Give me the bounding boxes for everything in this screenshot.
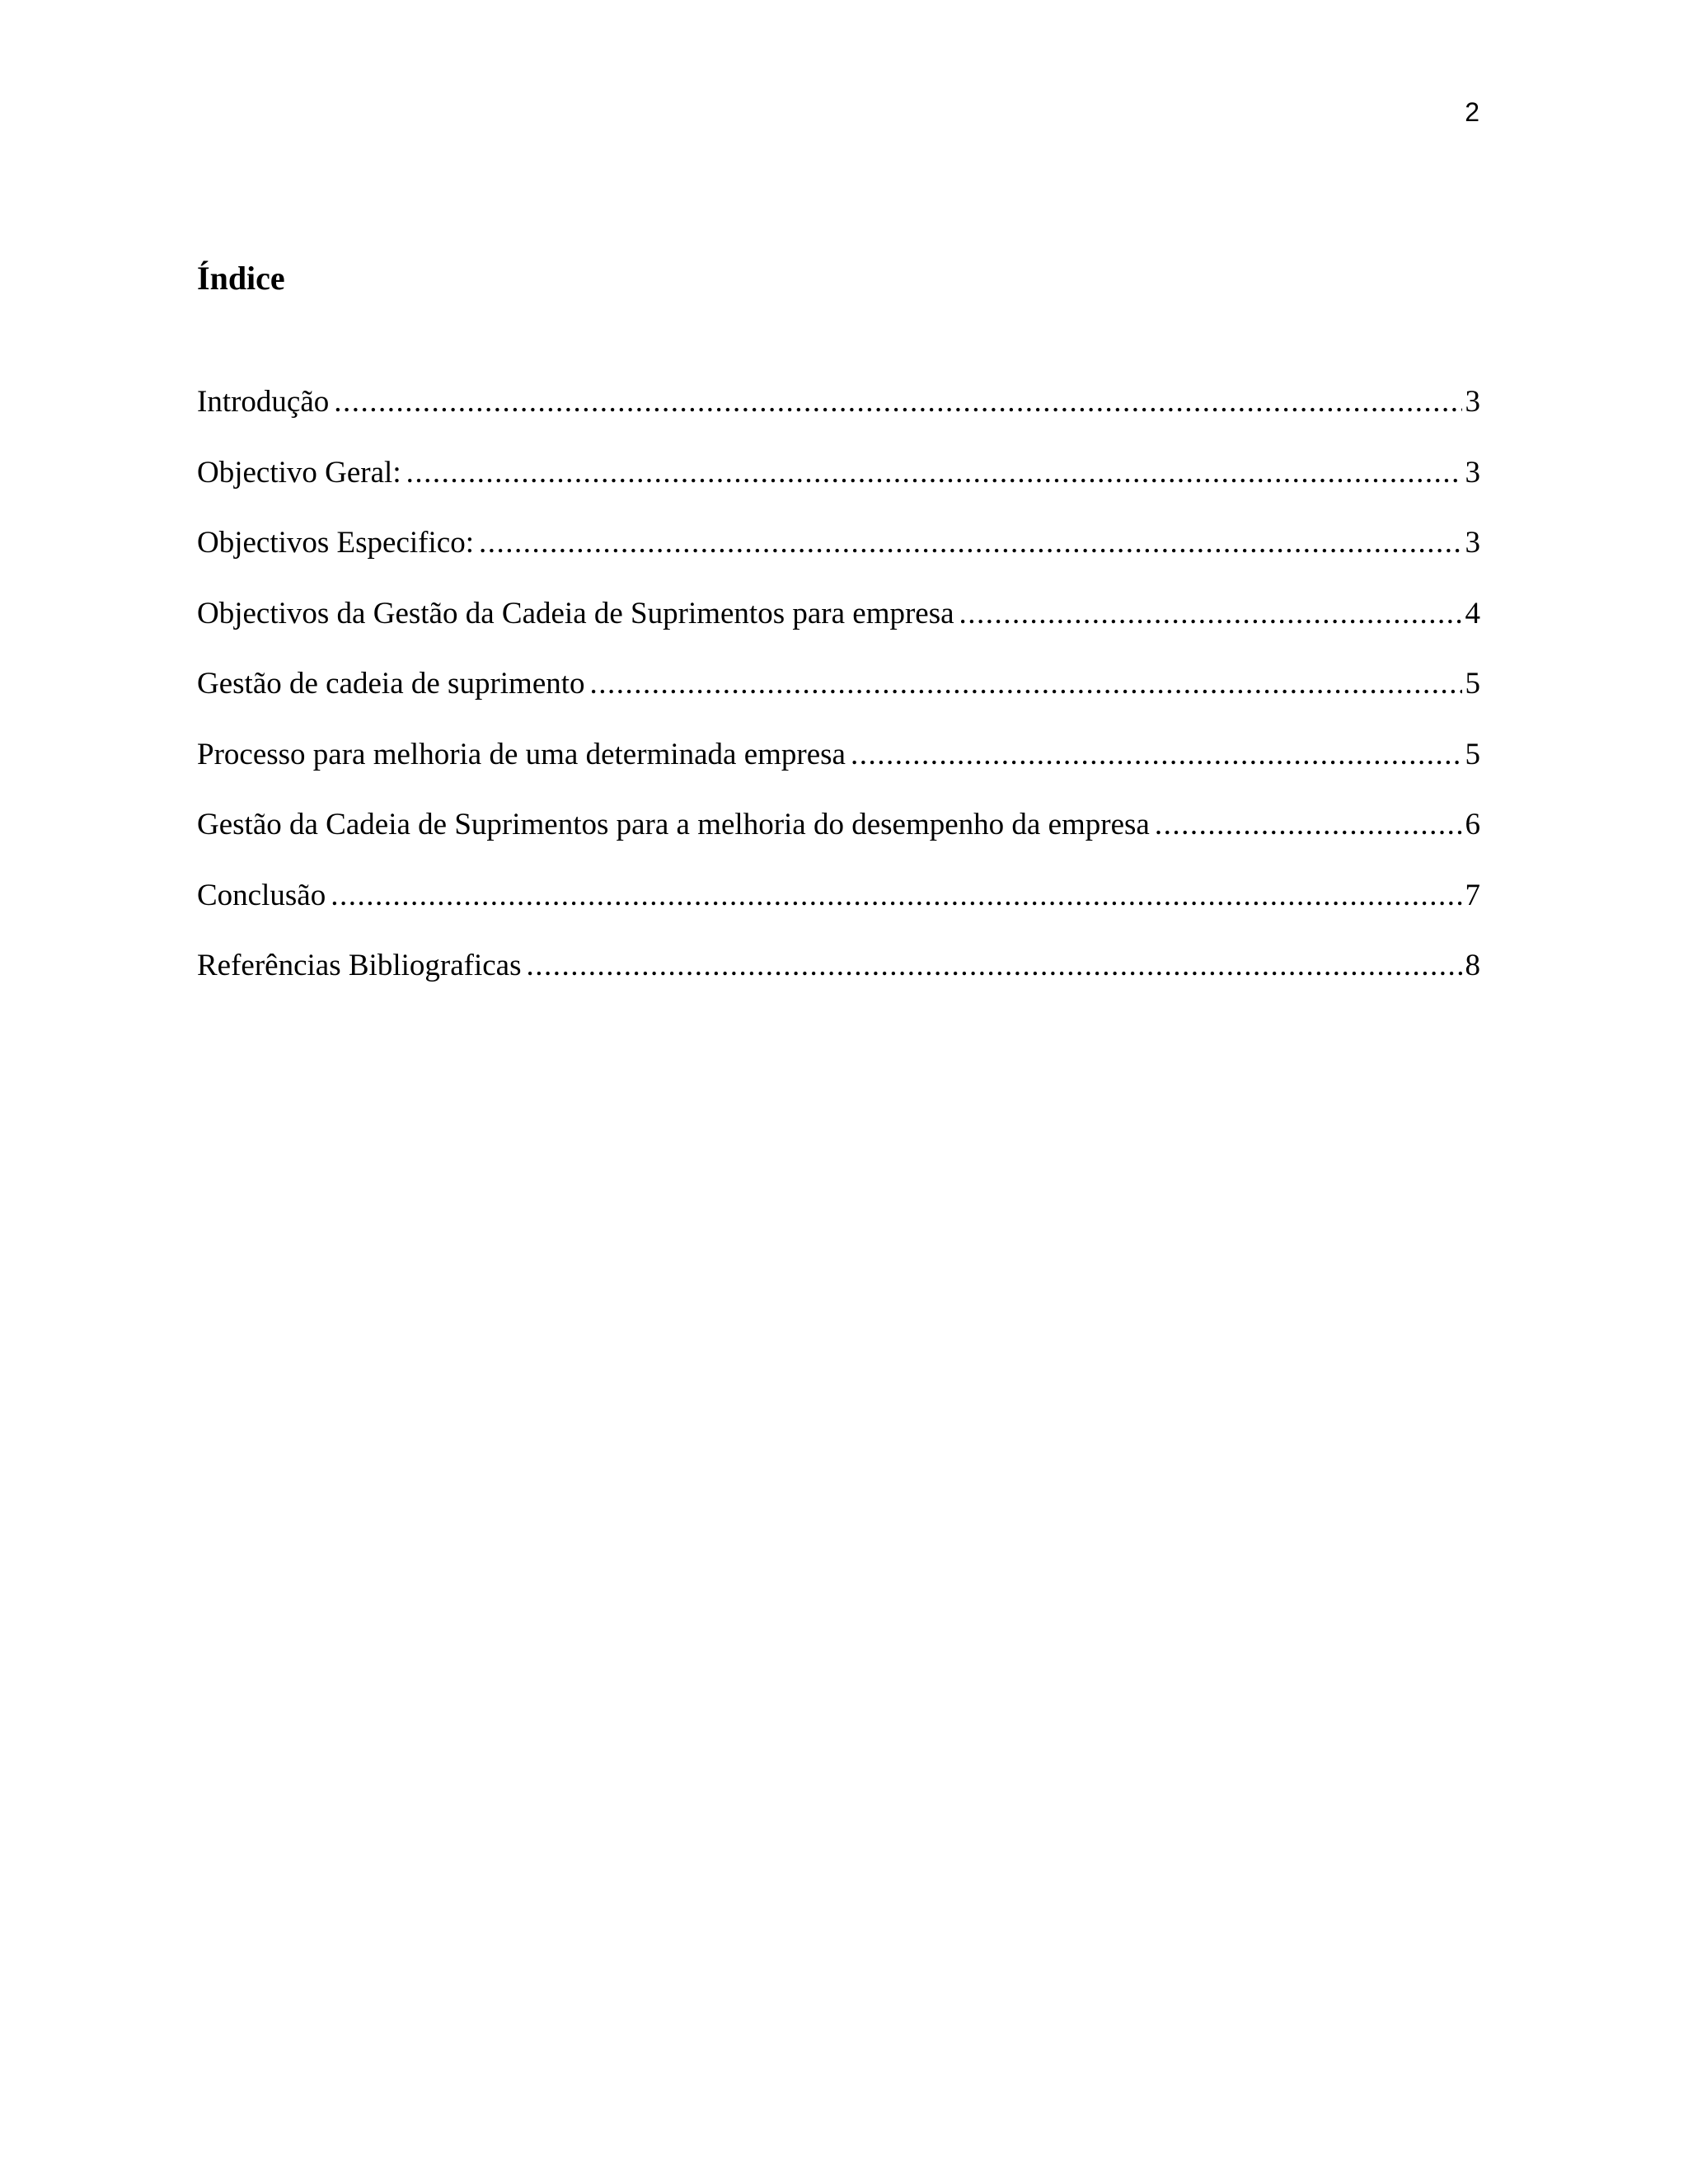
dot-leader [331, 880, 1461, 911]
toc-entry-text: Referências Bibliograficas [197, 950, 522, 982]
toc-entry-gestao-desempenho[interactable] [197, 809, 1480, 880]
dot-leader [851, 739, 1462, 770]
toc-entry-objectivos-gestao[interactable] [197, 598, 1480, 669]
toc-entry-text: Processo para melhoria de uma determinada empresa [197, 738, 846, 771]
toc-entry-text: Gestão da Cadeia de Suprimentos para a melhoria do desempenho da empresa [197, 809, 1150, 841]
toc-entry-page: 5 [1465, 668, 1480, 701]
dot-leader [1155, 809, 1462, 840]
toc-entry-page: 5 [1465, 738, 1480, 771]
toc-entry-referencias[interactable] [197, 950, 1480, 1021]
toc-entry-text: Objectivos Especifico: [197, 527, 474, 560]
dot-leader [334, 387, 1461, 417]
toc-entry-page: 3 [1465, 527, 1480, 560]
toc-entry-page: 7 [1465, 879, 1480, 912]
toc-entry-introducao[interactable] [197, 387, 1480, 457]
toc-title: Índice [197, 260, 285, 297]
page-number: 2 [1465, 97, 1479, 127]
table-of-contents [197, 387, 1480, 1021]
dot-leader [959, 598, 1462, 629]
toc-entry-page: 6 [1465, 809, 1480, 841]
toc-entry-conclusao[interactable] [197, 880, 1480, 951]
toc-entry-page: 8 [1465, 950, 1480, 982]
toc-entry-processo-melhoria[interactable] [197, 739, 1480, 810]
toc-entry-text: Objectivo Geral: [197, 457, 401, 490]
dot-leader [590, 668, 1462, 699]
toc-entry-page: 3 [1465, 387, 1480, 419]
dot-leader [526, 950, 1461, 981]
toc-entry-page: 4 [1465, 598, 1480, 630]
toc-entry-text: Conclusão [197, 879, 326, 912]
toc-entry-text: Introdução [197, 387, 330, 419]
toc-entry-objectivos-especifico[interactable] [197, 527, 1480, 598]
dot-leader [479, 527, 1462, 558]
toc-entry-gestao-cadeia[interactable] [197, 668, 1480, 739]
dot-leader [406, 457, 1462, 488]
toc-entry-objectivo-geral[interactable] [197, 457, 1480, 528]
toc-entry-text: Objectivos da Gestão da Cadeia de Suprimentos para empresa [197, 598, 954, 630]
toc-entry-text: Gestão de cadeia de suprimento [197, 668, 585, 701]
toc-entry-page: 3 [1465, 457, 1480, 490]
